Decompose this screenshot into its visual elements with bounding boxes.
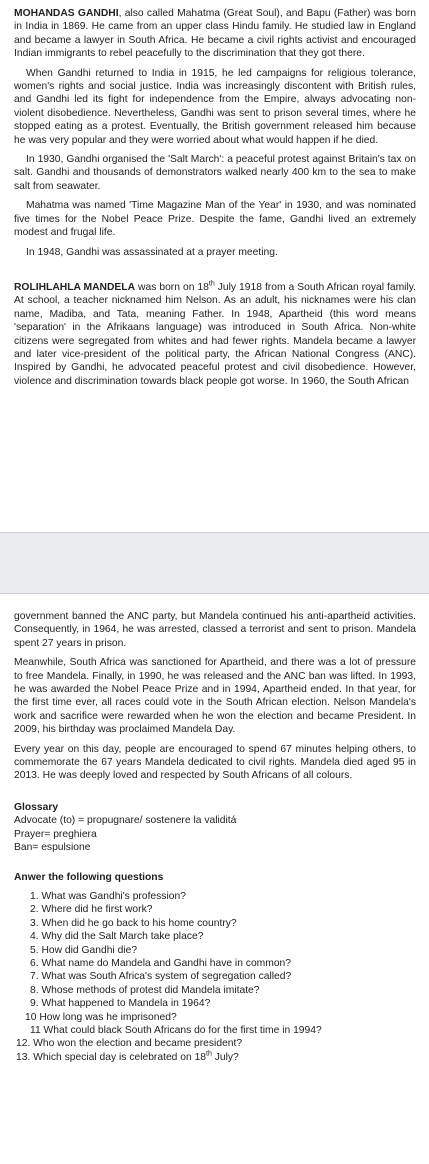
question-item: 11 What could black South Africans do for the first time in 1994?	[30, 1024, 322, 1036]
question-item: 5. How did Gandhi die?	[30, 944, 138, 956]
glossary-title: Glossary	[14, 801, 59, 813]
gandhi-name: MOHANDAS GANDHI	[14, 8, 119, 19]
mandela-paragraph-4: Every year on this day, people are encouraged to spend 67 minutes helping others, to commemorate the 67 years Mandela dedicated to civil rights. Mandela died aged 95 in 2013. He was deeply loved and respected by South Africans of all colours.	[14, 743, 416, 782]
question-item: 6. What name do Mandela and Gandhi have in common?	[30, 957, 292, 969]
gandhi-intro-text: , also called Mahatma (Great Soul), and Bapu (Father) was born in India in 1869. He came from an upper class Hindu family. He studied law in England and became a lawyer in South Africa. He became a civil rights activist and encouraged Indian immigrants to rebel peacefully to the discrimination that they got there.	[14, 8, 416, 60]
page-2-text	[14, 610, 416, 1064]
question-item: 2. Where did he first work?	[30, 904, 153, 916]
questions-list	[14, 890, 416, 1064]
question-item: 10 How long was he imprisoned?	[25, 1011, 177, 1023]
gandhi-paragraph-4: Mahatma was named 'Time Magazine Man of the Year' in 1930, and was nominated five times for the Nobel Peace Prize. Despite the fame, Gandhi lived an extremely modest and frugal life.	[14, 200, 416, 239]
glossary-section	[14, 801, 416, 855]
page-1-text	[14, 7, 416, 394]
document-page-1	[0, 0, 429, 532]
question-13-text-a: 13. Which special day is celebrated on 18	[16, 1051, 207, 1063]
question-item: 9. What happened to Mandela in 1964?	[30, 998, 211, 1010]
question-item-13	[14, 1051, 416, 1064]
document-page-2	[0, 594, 429, 1164]
gandhi-intro-paragraph	[14, 7, 416, 61]
question-item: 3. When did he go back to his home country?	[30, 917, 237, 929]
question-item: 8. Whose methods of protest did Mandela imitate?	[30, 984, 260, 996]
questions-section	[14, 871, 416, 1065]
gandhi-paragraph-5: In 1948, Gandhi was assassinated at a prayer meeting.	[26, 246, 278, 258]
mandela-paragraph-3: Meanwhile, South Africa was sanctioned for Apartheid, and there was a lot of pressure to free Mandela. Finally, in 1990, he was released and the ANC ban was lifted. In 1993, he was awarded the Nobel Peace Prize and in 1994, Apartheid ended. In that year, for the first time ever, all races could vote in the South African election. Nelson Mandela's work and sacrifice were rewarded when he won the election and became President. In 2009, his birthday was proclaimed Mandela Day.	[14, 657, 416, 736]
mandela-intro-text-a: was born on 18	[135, 281, 209, 293]
glossary-item: Prayer= preghiera	[14, 828, 97, 840]
glossary-item: Advocate (to) = propugnare/ sostenere la validitá	[14, 815, 237, 827]
page-separator	[0, 532, 429, 594]
question-13-text-b: July?	[211, 1051, 239, 1063]
question-item: 7. What was South Africa's system of segregation called?	[30, 971, 292, 983]
glossary-item: Ban= espulsione	[14, 842, 91, 854]
gandhi-paragraph-2: When Gandhi returned to India in 1915, he led campaigns for religious tolerance, women's rights and social justice. India was increasingly discontent with British rules, and Gandhi led its fight for independence from the Empire, always advocating non-violent disobedience. Nevertheless, Gandhi was sent to prison several times, where he stopped eating as a protest. Eventually, the British government released him because he was very popular and they were worried about what would happen if he died.	[14, 67, 416, 146]
question-item: 12. Who won the election and became president?	[16, 1038, 243, 1050]
question-item: 1. What was Gandhi's profession?	[30, 890, 186, 902]
mandela-intro-paragraph	[14, 281, 416, 388]
question-item: 4. Why did the Salt March take place?	[30, 931, 204, 943]
mandela-name: ROLIHLAHLA MANDELA	[14, 281, 136, 293]
gandhi-paragraph-3: In 1930, Gandhi organised the 'Salt March': a peaceful protest against Britain's tax on salt. Gandhi and thousands of demonstrators walked nearly 400 km to the sea to make salt from seawater.	[14, 154, 416, 192]
mandela-paragraph-2: government banned the ANC party, but Mandela continued his anti-apartheid activities. Consequently, in 1964, he was arrested, classed a terrorist and sent to prison. Mandela spent 27 years in prison.	[14, 611, 416, 649]
mandela-intro-sup: th	[208, 280, 215, 288]
question-13-sup: th	[206, 1050, 212, 1058]
mandela-intro-text-b: July 1918 from a South African royal family. At school, a teacher nicknamed him Nelson. As an adult, his nicknames were his clan name, Madiba, and Tata, meaning Father. In 1948, Apartheid (this word means 'separation' in the Afrikaans language) was introduced in South Africa. Non-white citizens were segregated from whites and had fewer rights. Mandela became a lawyer and later vice-president of the political party, the African National Congress (ANC). Inspired by Gandhi, he advocated peaceful protest and civil disobedience. However, violence and discrimination towards black people got worse. In 1960, the South African	[14, 281, 416, 387]
questions-title: Anwer the following questions	[14, 871, 164, 883]
